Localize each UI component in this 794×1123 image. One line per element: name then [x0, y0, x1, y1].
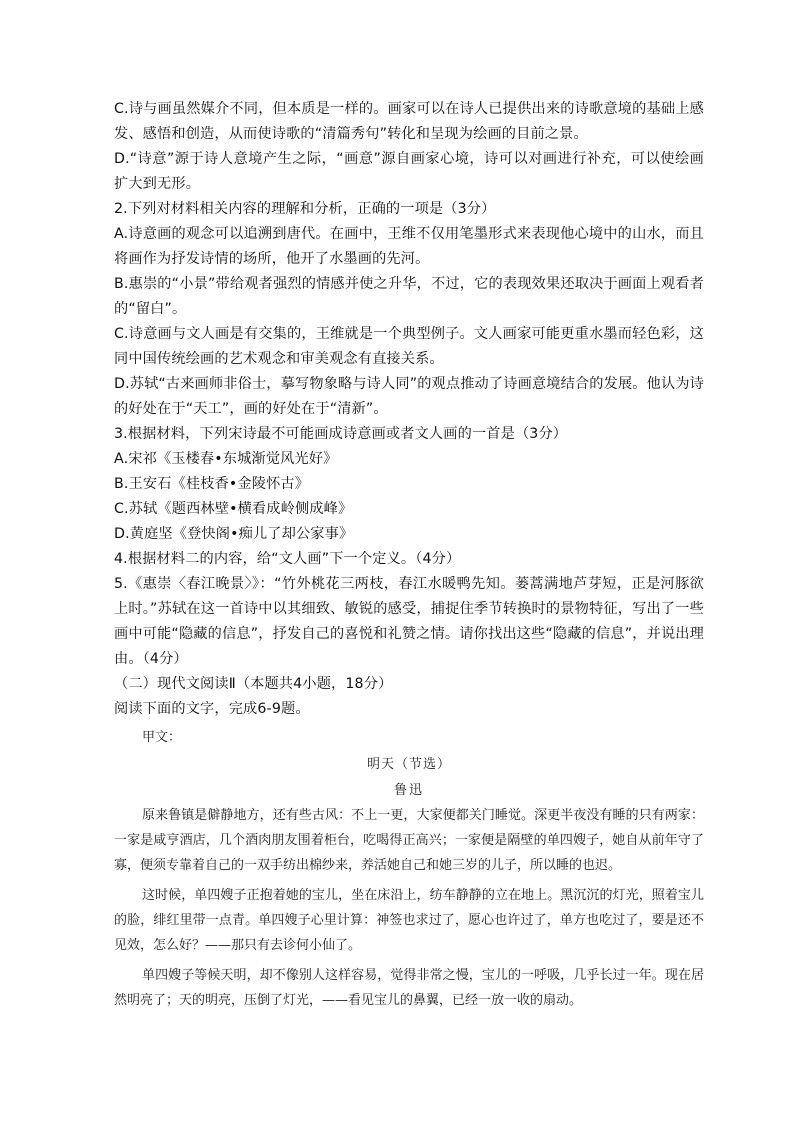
reading-passage — [114, 725, 704, 1013]
question-4: 4.根据材料二的内容，给“文人画”下一个定义。（4分） — [114, 551, 461, 567]
passage-paragraph-2: 这时候，单四嫂子正抱着她的宝儿，坐在床沿上，纺车静静的立在地上。黑沉沉的灯光，照着宝儿的脸，绯红里带一点青。单四嫂子心里计算：神签也求过了，愿心也许过了，单方也吃过了，要是还不见效，怎么好？——那只有去诊何小仙了。 — [114, 887, 704, 954]
question-2-option-d: D.苏轼“古来画师非俗士，摹写物象略与诗人同”的观点推动了诗画意境结合的发展。他认为诗的好处在于“天工”，画的好处在于“清新”。 — [114, 376, 704, 417]
passage-author: 鲁迅 — [393, 782, 424, 798]
question-5: 5.《惠崇〈春江晚景〉》：“竹外桃花三两枝，春江水暖鸭先知。蒌蒿满地芦芽短，正是河豚欲上时。”苏轼在这一首诗中以其细致、敏锐的感受，捕捉住季节转换时的景物特征，写出了一些画中可能“隐藏的信息”，抒发自己的喜悦和礼赞之情。请你找出这些“隐藏的信息”，并说出理由。（4分） — [114, 576, 704, 667]
passage-paragraph-1: 原来鲁镇是僻静地方，还有些古风：不上一更，大家便都关门睡觉。深更半夜没有睡的只有两家：一家是咸亨酒店，几个酒肉朋友围着柜台，吃喝得正高兴；一家便是隔壁的单四嫂子，她自从前年守了寡，便须专靠着自己的一双手纺出棉纱来，养活她自己和她三岁的儿子，所以睡的也迟。 — [114, 807, 704, 874]
section-instruction: 阅读下面的文字，完成6-9题。 — [114, 701, 310, 717]
passage-paragraph-3: 单四嫂子等候天明，却不像别人这样容易，觉得非常之慢，宝儿的一呼吸，几乎长过一年。现在居然明亮了；天的明亮，压倒了灯光，——看见宝儿的鼻翼，已经一放一收的扇动。 — [114, 967, 704, 1008]
passage-title: 明天（节选） — [366, 757, 451, 773]
question-3-option-c: C.苏轼《题西林壁•横看成岭侧成峰》 — [114, 501, 353, 517]
question-3-option-b: B.王安石《桂枝香•金陵怀古》 — [114, 476, 310, 492]
question-2-stem: 2.下列对材料相关内容的理解和分析，正确的一项是（3分） — [114, 201, 496, 217]
question-3-option-d: D.黄庭坚《登快阁•痴儿了却公家事》 — [114, 526, 354, 542]
option-c-prev-question: C.诗与画虽然媒介不同，但本质是一样的。画家可以在诗人已提供出来的诗歌意境的基础上感发、感悟和创造，从而使诗歌的“清篇秀句”转化和呈现为绘画的目前之景。 — [114, 101, 704, 142]
section-heading: （二）现代文阅读Ⅱ（本题共4小题，18分） — [114, 676, 393, 692]
question-2-option-c: C.诗意画与文人画是有交集的，王维就是一个典型例子。文人画家可能更重水墨而轻色彩，这同中国传统绘画的艺术观念和审美观念有直接关系。 — [114, 326, 704, 367]
passage-label: 甲文： — [142, 730, 182, 745]
question-3-stem: 3.根据材料，下列宋诗最不可能画成诗意画或者文人画的一首是（3分） — [114, 426, 568, 442]
option-d-prev-question: D.“诗意”源于诗人意境产生之际，“画意”源自画家心境，诗可以对画进行补充，可以使绘画扩大到无形。 — [114, 151, 704, 192]
question-2-option-b: B.惠崇的“小景”带给观者强烈的情感并使之升华，不过，它的表现效果还取决于画面上观看者的“留白”。 — [114, 276, 704, 317]
question-2-option-a: A.诗意画的观念可以追溯到唐代。在画中，王维不仅用笔墨形式来表现他心境中的山水，而且将画作为抒发诗情的场所，他开了水墨画的先河。 — [114, 226, 704, 267]
questions-section — [114, 97, 704, 722]
question-3-option-a: A.宋祁《玉楼春•东城渐觉风光好》 — [114, 451, 338, 467]
